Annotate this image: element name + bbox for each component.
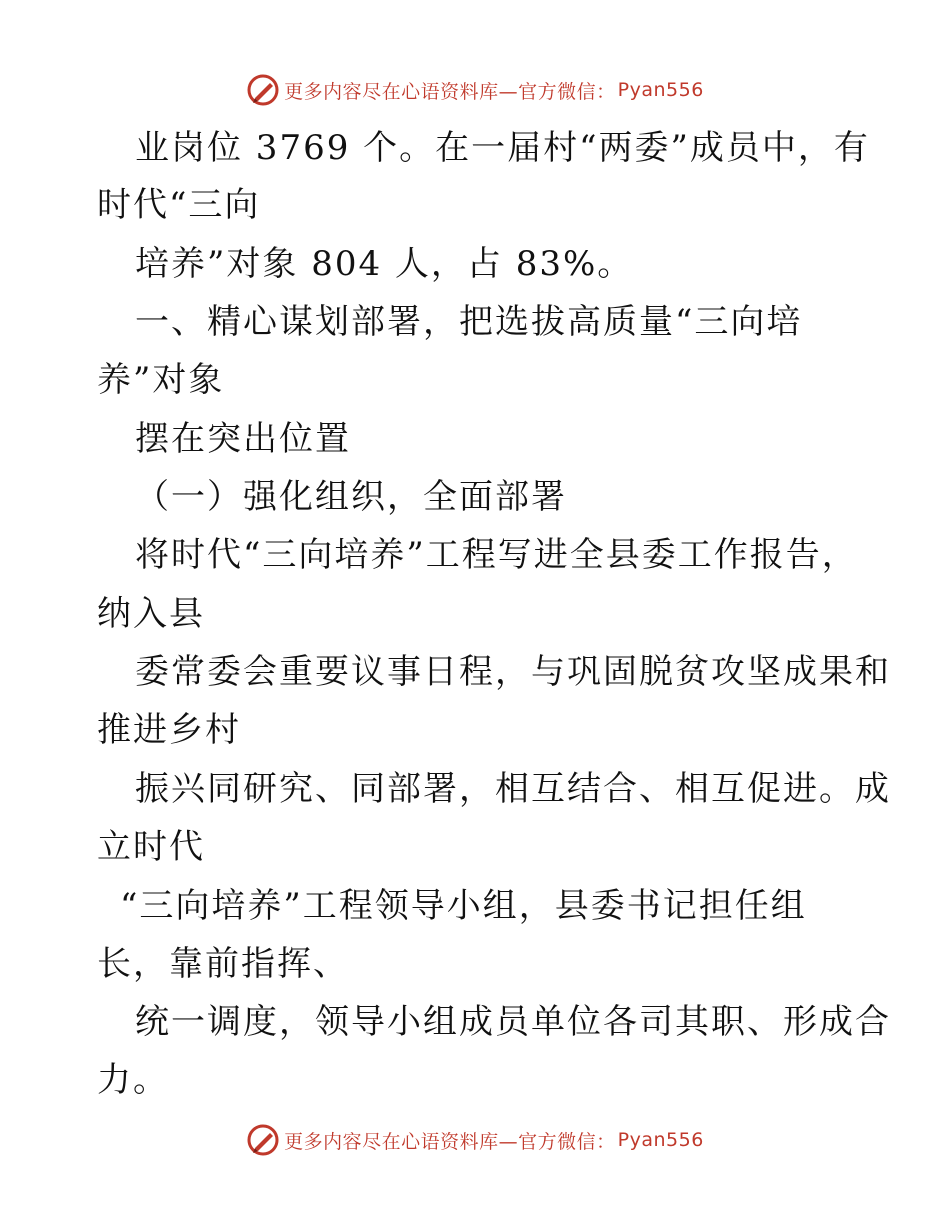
text-line: 立时代 xyxy=(97,827,205,867)
text-line: 统一调度，领导小组成员单位各司其职、形成合 xyxy=(135,1002,891,1042)
text-line: 长，靠前指挥、 xyxy=(97,944,349,984)
text-line: 业岗位 3769 个。在一届村“两委”成员中，有 xyxy=(135,128,870,168)
watermark-wechat-id: Pyan556 xyxy=(617,79,704,101)
section-heading: 一、精心谋划部署，把选拔高质量“三向培 xyxy=(135,302,803,342)
watermark-wechat-id: Pyan556 xyxy=(617,1129,704,1151)
text-line: 委常委会重要议事日程，与巩固脱贫攻坚成果和 xyxy=(135,652,891,692)
text-line: 力。 xyxy=(97,1060,169,1100)
text-line: 将时代“三向培养”工程写进全县委工作报告， xyxy=(135,535,858,575)
pen-logo-icon xyxy=(246,1123,280,1157)
watermark-text: 更多内容尽在心语资料库—官方微信： xyxy=(284,80,616,103)
text-line: 纳入县 xyxy=(97,594,205,634)
text-line: 推进乡村 xyxy=(97,710,241,750)
section-heading-cont: 养”对象 xyxy=(97,360,225,400)
pen-logo-icon xyxy=(246,73,280,107)
text-line: 摆在突出位置 xyxy=(135,419,351,459)
text-line: “三向培养”工程领导小组，县委书记担任组 xyxy=(120,886,807,926)
watermark-text: 更多内容尽在心语资料库—官方微信： xyxy=(284,1130,616,1153)
subsection-heading: （一）强化组织，全面部署 xyxy=(135,477,567,517)
watermark-header xyxy=(0,70,950,110)
text-line: 振兴同研究、同部署，相互结合、相互促进。成 xyxy=(135,769,891,809)
watermark-footer xyxy=(0,1120,950,1160)
text-line: 培养”对象 804 人，占 83%。 xyxy=(135,244,634,284)
text-line: 时代“三向 xyxy=(97,185,261,225)
